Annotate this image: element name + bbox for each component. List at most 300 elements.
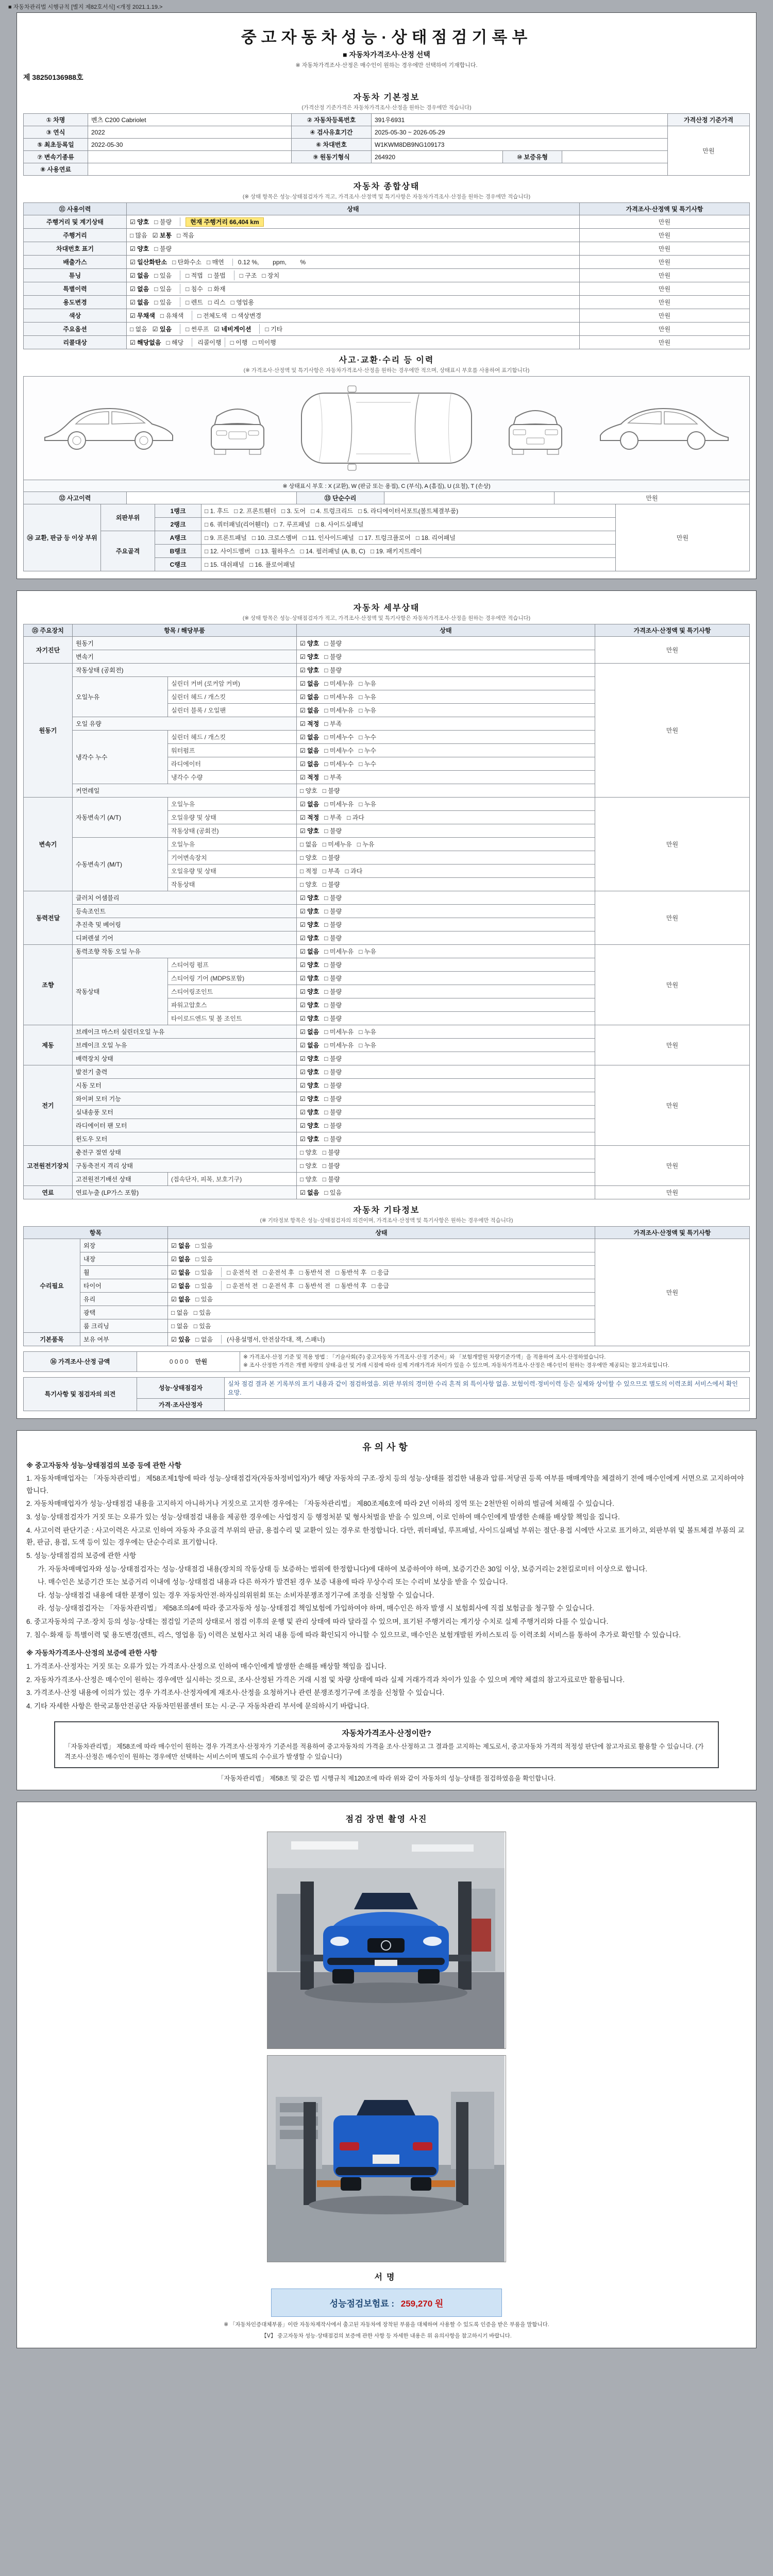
simple-repair-label: ⑬ 단순수리 [297, 492, 384, 504]
price-cell: 만원 [616, 504, 750, 571]
accident-price-cell: 만원 [554, 492, 750, 504]
item-label: 브레이크 오일 누유 [73, 1039, 297, 1052]
checkbox-checked[interactable]: ☑ 있음 [171, 1336, 191, 1343]
checkbox-checked[interactable]: ☑ 양호 [130, 245, 149, 252]
checkbox-unchecked[interactable]: □ 적음 [177, 232, 194, 239]
checkbox-checked[interactable]: ☑ 양호 [300, 1082, 320, 1089]
other-item-label: 휠 [80, 1266, 168, 1279]
checkbox-unchecked[interactable]: □ 동반석 후 [335, 1269, 367, 1276]
checkbox-unchecked[interactable]: □ 있음 [193, 1309, 211, 1316]
checkbox-unchecked[interactable]: □ 18. 리어패널 [415, 534, 456, 541]
checkbox-unchecked[interactable]: □ 운전석 후 [263, 1282, 294, 1290]
checkbox-checked[interactable]: ☑ 양호 [300, 961, 320, 969]
checkbox-checked[interactable]: ☑ 양호 [300, 1122, 320, 1129]
price-cell: 만원 [595, 1146, 750, 1186]
panel-zone-label: 외판부위 [101, 504, 155, 531]
checkbox-unchecked[interactable]: □ 미세누유 [324, 693, 354, 701]
checkbox-checked[interactable]: ☑ 적정 [300, 774, 320, 781]
checkbox-checked[interactable]: ☑ 없음 [300, 1028, 320, 1036]
part-label: 실린더 헤드 / 개스킷 [168, 690, 297, 704]
checkbox-unchecked[interactable]: □ 불량 [154, 245, 172, 252]
checkbox-unchecked[interactable]: □ 미세누수 [324, 760, 354, 768]
section-detail-note: (※ 상태 항목은 성능·상태점검자가 적고, 가격조사·산정액 및 특기사항은 자동차가격조사·산정을 원하는 경우에만 적습니다) [242, 615, 531, 621]
checkbox-unchecked[interactable]: □ 있음 [195, 1282, 213, 1290]
price-cell: 만원 [595, 798, 750, 891]
checkbox-unchecked[interactable]: □ 6. 쿼터패널(리어휀더) [205, 521, 269, 528]
checkbox-unchecked[interactable]: □ 2. 프론트휀더 [234, 507, 276, 515]
comprehensive-col-state: 상태 [127, 203, 580, 215]
checkbox-unchecked[interactable]: □ 누유 [359, 801, 377, 808]
state-cell [297, 918, 595, 931]
state-cell [297, 945, 595, 958]
checkbox-unchecked[interactable]: □ 양호 [300, 854, 317, 861]
checkbox-unchecked[interactable]: □ 있음 [154, 285, 172, 293]
checkbox-unchecked[interactable]: □ 불량 [324, 827, 342, 835]
checkbox-unchecked[interactable]: □ 양호 [300, 1149, 317, 1156]
checkbox-checked[interactable]: ☑ 없음 [171, 1269, 191, 1276]
damage-code-legend: ※ 상태표시 부호 : X (교환), W (판금 또는 용접), C (부식), A (흠집), U (요철), T (손상) [23, 480, 750, 492]
checkbox-checked[interactable]: ☑ 없음 [130, 272, 149, 279]
checkbox-unchecked[interactable]: □ 불량 [324, 908, 342, 915]
checkbox-unchecked[interactable]: □ 불량 [324, 935, 342, 942]
checkbox-unchecked[interactable]: □ 운전석 전 [227, 1269, 258, 1276]
checkbox-unchecked[interactable]: □ 불량 [324, 894, 342, 902]
state-cell [297, 1052, 595, 1065]
checkbox-checked[interactable]: ☑ 양호 [130, 218, 149, 226]
checkbox-unchecked[interactable]: □ 동반석 전 [299, 1269, 330, 1276]
state-cell [297, 1039, 595, 1052]
checkbox-unchecked[interactable]: □ 불량 [324, 1136, 342, 1143]
state-segment [234, 270, 285, 280]
state-cell [297, 1065, 595, 1079]
checkbox-checked[interactable]: ☑ 양호 [300, 667, 320, 674]
warranty-options [562, 151, 668, 163]
item-label: 오일 유량 [73, 717, 297, 731]
price-survey-definition-box [54, 1721, 719, 1768]
price-cell: 만원 [580, 323, 750, 336]
state-cell [297, 1146, 595, 1159]
checkbox-checked[interactable]: ☑ 양호 [300, 653, 320, 660]
checkbox-unchecked[interactable]: □ 불량 [324, 1002, 342, 1009]
checkbox-unchecked[interactable]: □ 있음 [195, 1269, 213, 1276]
checkbox-unchecked[interactable]: □ 미세누수 [324, 734, 354, 741]
notice-line: 3. 성능·상태점검자가 거짓 또는 오류가 있는 성능·상태점검 내용을 제공한 경우에는 사업정지 등 행정처분 및 형사처벌을 받을 수 있으며, 이로 인하여 매수인에게 발생한 손해를 배상할 책임을 집니다. [26, 1513, 620, 1521]
item-label: 커먼레일 [73, 784, 297, 798]
comprehensive-row [24, 229, 750, 242]
checkbox-checked[interactable]: ☑ 네비게이션 [214, 326, 251, 333]
checkbox-checked[interactable]: ☑ 없음 [300, 734, 320, 741]
checkbox-unchecked[interactable]: □ 양호 [300, 1176, 317, 1183]
detail-row [24, 1025, 750, 1039]
state-cell [297, 704, 595, 717]
row-label: 용도변경 [24, 296, 127, 309]
fee-unit: 만원 [195, 1358, 208, 1366]
checkbox-unchecked[interactable]: □ 유채색 [160, 312, 184, 319]
checkbox-unchecked[interactable]: □ 있음 [195, 1296, 213, 1303]
checkbox-unchecked[interactable]: □ 누유 [357, 841, 375, 848]
insurance-fee-label: 성능점검보험료 : [329, 2299, 394, 2309]
checkbox-unchecked[interactable]: □ 미세누유 [322, 841, 352, 848]
checkbox-checked[interactable]: ☑ 양호 [300, 1002, 320, 1009]
checkbox-checked[interactable]: ☑ 양호 [300, 1069, 320, 1076]
checkbox-checked[interactable]: ☑ 없음 [171, 1242, 191, 1249]
part-label: 오일누유 [168, 838, 297, 851]
checkbox-unchecked[interactable]: □ 영업용 [230, 299, 254, 306]
checkbox-unchecked[interactable]: □ 색상변경 [232, 312, 262, 319]
other-col-state: 상태 [168, 1227, 595, 1239]
transmission-label: ⑦ 변속기종류 [24, 151, 88, 163]
checkbox-unchecked[interactable]: □ 7. 루프패널 [274, 521, 310, 528]
checkbox-unchecked[interactable]: □ 누유 [359, 948, 377, 955]
checkbox-checked[interactable]: ☑ 없음 [171, 1256, 191, 1263]
checkbox-unchecked[interactable]: □ 1. 후드 [205, 507, 229, 515]
first-reg-label: ⑤ 최초등록일 [24, 139, 88, 151]
checkbox-unchecked[interactable]: □ 불법 [208, 272, 226, 279]
detail-table [23, 624, 750, 1199]
checkbox-checked[interactable]: ☑ 양호 [300, 1136, 320, 1143]
checkbox-unchecked[interactable]: □ 미세누유 [324, 948, 354, 955]
checkbox-unchecked[interactable]: □ 화재 [208, 285, 226, 293]
checkbox-unchecked[interactable]: □ 5. 라디에이터서포트(볼트체결부품) [358, 507, 459, 515]
notice-line: 1. 가격조사·산정자는 거짓 또는 오류가 있는 가격조사·산정으로 인하여 매수인에게 발생한 손해를 배상할 책임을 집니다. [26, 1662, 386, 1670]
row-label: 차대번호 표기 [24, 242, 127, 256]
checkbox-unchecked[interactable]: □ 불량 [324, 667, 342, 674]
row-label: 주행거리 및 계기상태 [24, 215, 127, 229]
comprehensive-row [24, 269, 750, 282]
checkbox-unchecked[interactable]: □ 리스 [208, 299, 226, 306]
checkbox-checked[interactable]: ☑ 양호 [300, 975, 320, 982]
checkbox-unchecked[interactable]: □ 구조 [239, 272, 257, 279]
checkbox-unchecked[interactable]: □ 있음 [154, 299, 172, 306]
panel-detail [16, 590, 757, 1419]
checkbox-unchecked[interactable]: □ 양호 [300, 1162, 317, 1170]
checkbox-unchecked[interactable]: □ 미이행 [253, 339, 276, 346]
fuel-options [88, 163, 668, 176]
checkbox-unchecked[interactable]: □ 장치 [262, 272, 280, 279]
checkbox-unchecked[interactable]: □ 있음 [324, 1189, 342, 1196]
checkbox-checked[interactable]: ☑ 적정 [300, 720, 320, 727]
checkbox-unchecked[interactable]: □ 많음 [130, 232, 147, 239]
inspection-photo-rear [267, 2055, 506, 2262]
checkbox-unchecked[interactable]: □ 과다 [345, 868, 363, 875]
checkbox-checked[interactable]: ☑ 보통 [152, 232, 172, 239]
detail-row [24, 1186, 750, 1199]
checkbox-checked[interactable]: ☑ 없음 [171, 1282, 191, 1290]
checkbox-unchecked[interactable]: □ 불량 [324, 1109, 342, 1116]
notice-line: 7. 침수·화재 등 특별이력 및 용도변경(렌트, 리스, 영업용 등) 이력은 보험사고 처리 내용 등에 따라 확인되지 아니할 수 있으므로, 매수인은 보험개발원 카히스토리 등 이력조회 서비스를 통하여 추가로 확인할 수 있습니다. [26, 1631, 681, 1639]
remarks-title: 특기사항 및 점검자의 의견 [24, 1377, 137, 1411]
vin-label: ⑥ 차대번호 [292, 139, 372, 151]
checkbox-unchecked[interactable]: □ 불량 [324, 1055, 342, 1062]
notices-title: 유의사항 [362, 1442, 411, 1452]
row-label: 특별이력 [24, 282, 127, 296]
checkbox-checked[interactable]: ☑ 양호 [300, 988, 320, 995]
state-cell [297, 811, 595, 824]
state-segment [259, 324, 288, 334]
comprehensive-row [24, 282, 750, 296]
item-label: 추진축 및 베어링 [73, 918, 297, 931]
checkbox-unchecked[interactable]: □ 있음 [193, 1323, 211, 1330]
checkbox-unchecked[interactable]: □ 불량 [324, 921, 342, 928]
part-label: 스티어링 펌프 [168, 958, 297, 972]
checkbox-unchecked[interactable]: □ 3. 도어 [281, 507, 306, 515]
checkbox-unchecked[interactable]: □ 있음 [154, 272, 172, 279]
checkbox-checked[interactable]: ☑ 없음 [300, 693, 320, 701]
checkbox-unchecked[interactable]: □ 렌트 [186, 299, 203, 306]
checkbox-unchecked[interactable]: □ 응급 [372, 1282, 390, 1290]
state-segment [130, 217, 177, 227]
detail-col-price: 가격조사·산정액 및 특기사항 [595, 624, 750, 637]
state-cell [297, 1092, 595, 1106]
state-cell [297, 757, 595, 771]
state-cell [297, 985, 595, 998]
checkbox-checked[interactable]: ☑ 양호 [300, 908, 320, 915]
checkbox-checked[interactable]: ☑ 양호 [300, 935, 320, 942]
state-cell [297, 731, 595, 744]
checkbox-checked[interactable]: ☑ 일산화탄소 [130, 259, 167, 266]
checkbox-unchecked[interactable]: □ 불량 [324, 1082, 342, 1089]
checkbox-unchecked[interactable]: □ 미세누유 [324, 680, 354, 687]
notice-line: 2. 자동차가격조사·산정은 매수인이 원하는 경우에만 실시하는 것으로, 조사·산정된 가격은 거래 시점 및 차량 상태에 따라 실제 거래가격과 차이가 있을 수 있으며 계약 체결의 참고자료로만 활용됩니다. [26, 1675, 625, 1684]
checkbox-checked[interactable]: ☑ 없음 [300, 948, 320, 955]
checkbox-unchecked[interactable]: □ 불량 [322, 1176, 340, 1183]
state-cell [297, 650, 595, 664]
checkbox-checked[interactable]: ☑ 양호 [300, 827, 320, 835]
checkbox-unchecked[interactable]: □ 전체도색 [197, 312, 227, 319]
checkbox-unchecked[interactable]: □ 부족 [324, 814, 342, 821]
checkbox-unchecked[interactable]: □ 19. 패키지트레이 [370, 548, 422, 555]
checkbox-checked[interactable]: ☑ 양호 [300, 1015, 320, 1022]
item-label: 브레이크 마스터 실린더오일 누유 [73, 1025, 297, 1039]
state-segment [180, 217, 264, 226]
checkbox-checked[interactable]: ☑ 없음 [130, 285, 149, 293]
checkbox-unchecked[interactable]: □ 불량 [324, 653, 342, 660]
part-label: 오일누유 [168, 798, 297, 811]
checkbox-checked[interactable]: ☑ 양호 [300, 1095, 320, 1103]
checkbox-checked[interactable]: ☑ 무채색 [130, 312, 155, 319]
checkbox-unchecked[interactable]: □ 있음 [195, 1242, 213, 1249]
price-cell: 만원 [580, 336, 750, 349]
document-number: 제 38250136988호 [23, 73, 83, 81]
checkbox-unchecked[interactable]: □ 부족 [322, 868, 340, 875]
checkbox-unchecked[interactable]: □ 16. 플로어패널 [249, 561, 295, 568]
checkbox-checked[interactable]: ☑ 없음 [300, 680, 320, 687]
other-state-cell [168, 1279, 595, 1293]
checkbox-checked[interactable]: ☑ 없음 [300, 1189, 320, 1196]
checkbox-unchecked[interactable]: □ 4. 트렁크리드 [311, 507, 353, 515]
subtitle-note: ※ 자동차가격조사·산정은 매수인이 원하는 경우에만 선택하여 기재합니다. [295, 62, 478, 69]
checkbox-unchecked[interactable]: □ 기타 [265, 326, 283, 333]
checkbox-unchecked[interactable]: □ 썬루프 [186, 326, 209, 333]
row-state [127, 323, 580, 336]
state-cell [297, 784, 595, 798]
checkbox-unchecked[interactable]: □ 동반석 전 [299, 1282, 330, 1290]
checkbox-checked[interactable]: ☑ 양호 [300, 894, 320, 902]
checkbox-checked[interactable]: ☑ 없음 [130, 299, 149, 306]
checkbox-checked[interactable]: ☑ 없음 [300, 707, 320, 714]
item-label: 시동 모터 [73, 1079, 297, 1092]
checkbox-unchecked[interactable]: □ 불량 [322, 1162, 340, 1170]
checkbox-unchecked[interactable]: □ 불량 [324, 988, 342, 995]
checkbox-unchecked[interactable]: □ 불량 [324, 640, 342, 647]
other-item-label: 타이어 [80, 1279, 168, 1293]
checkbox-checked[interactable]: ☑ 적정 [300, 814, 320, 821]
checkbox-unchecked[interactable]: □ 누유 [359, 707, 377, 714]
checkbox-unchecked[interactable]: □ 불량 [322, 854, 340, 861]
checkbox-unchecked[interactable]: □ 불량 [324, 975, 342, 982]
checkbox-unchecked[interactable]: □ 적법 [186, 272, 203, 279]
state-cell [297, 851, 595, 865]
state-segment [225, 337, 281, 347]
checkbox-unchecked[interactable]: □ 미세누유 [324, 1028, 354, 1036]
checkbox-unchecked[interactable]: □ 양호 [300, 881, 317, 888]
checkbox-unchecked[interactable]: □ 불량 [324, 961, 342, 969]
checkbox-unchecked[interactable]: □ 부족 [324, 774, 342, 781]
state-cell [297, 878, 595, 891]
checkbox-unchecked[interactable]: □ 이행 [230, 339, 248, 346]
item-label: 작동상태 [73, 958, 168, 1025]
checkbox-checked[interactable]: ☑ 있음 [152, 326, 172, 333]
state-text: 리콜이행 [197, 339, 222, 346]
other-item-label: 룸 크리닝 [80, 1319, 168, 1333]
state-cell [297, 717, 595, 731]
vin-value: W1KWM8DB9NG109173 [372, 139, 668, 151]
panel-zone-label: 주요골격 [101, 531, 155, 571]
checkbox-unchecked[interactable]: □ 불량 [322, 787, 340, 794]
item-label: 클러치 어셈블리 [73, 891, 297, 905]
state-segment [171, 1308, 216, 1317]
checkbox-unchecked[interactable]: □ 미세누수 [324, 747, 354, 754]
row-label: 튜닝 [24, 269, 127, 282]
checkbox-unchecked[interactable]: □ 적정 [300, 868, 317, 875]
checkbox-checked[interactable]: ☑ 양호 [300, 640, 320, 647]
checkbox-unchecked[interactable]: □ 불량 [324, 1069, 342, 1076]
checkbox-unchecked[interactable]: □ 해당 [166, 339, 184, 346]
checkbox-unchecked[interactable]: □ 침수 [186, 285, 203, 293]
checkbox-unchecked[interactable]: □ 12. 사이드멤버 [205, 548, 250, 555]
checkbox-checked[interactable]: ☑ 양호 [300, 1109, 320, 1116]
state-cell [297, 1106, 595, 1119]
state-cell [297, 798, 595, 811]
checkbox-unchecked[interactable]: □ 9. 프론트패널 [205, 534, 247, 541]
checkbox-unchecked[interactable]: □ 응급 [372, 1269, 390, 1276]
checkbox-checked[interactable]: ☑ 없음 [300, 1042, 320, 1049]
checkbox-unchecked[interactable]: □ 10. 크로스멤버 [251, 534, 298, 541]
detail-row [24, 1146, 750, 1159]
state-cell [297, 905, 595, 918]
state-cell [297, 771, 595, 784]
checkbox-unchecked[interactable]: □ 미세누유 [324, 801, 354, 808]
row-label: 주행거리 [24, 229, 127, 242]
checkbox-unchecked[interactable]: □ 미세누유 [324, 1042, 354, 1049]
checkbox-checked[interactable]: ☑ 양호 [300, 921, 320, 928]
item-label: 충전구 절연 상태 [73, 1146, 297, 1159]
price-cell: 만원 [595, 664, 750, 798]
fee-digits: 0 0 0 0 [169, 1358, 189, 1366]
checkbox-unchecked[interactable]: □ 없음 [195, 1336, 213, 1343]
checkbox-unchecked[interactable]: □ 운전석 전 [227, 1282, 258, 1290]
checkbox-unchecked[interactable]: □ 누수 [359, 760, 377, 768]
checkbox-unchecked[interactable]: □ 누유 [359, 1042, 377, 1049]
other-state-cell [168, 1293, 595, 1306]
checkbox-unchecked[interactable]: □ 양호 [300, 787, 317, 794]
checkbox-unchecked[interactable]: □ 누유 [359, 693, 377, 701]
other-state-cell [168, 1319, 595, 1333]
state-segment [130, 230, 199, 240]
checkbox-unchecked[interactable]: □ 불량 [154, 218, 172, 226]
item-label: 원동기 [73, 637, 297, 650]
price-cell: 만원 [580, 269, 750, 282]
row-state [127, 242, 580, 256]
checkbox-unchecked[interactable]: □ 14. 필러패널 (A, B, C) [300, 548, 365, 555]
checkbox-unchecked[interactable]: □ 불량 [324, 1122, 342, 1129]
checkbox-unchecked[interactable]: □ 없음 [171, 1323, 189, 1330]
confirmation-statement: 「자동차관리법」 제58조 및 같은 법 시행규칙 제120조에 따라 위와 같이 자동차의 성능·상태를 점검하였음을 확인합니다. [217, 1775, 556, 1783]
checkbox-unchecked[interactable]: □ 11. 인사이드패널 [303, 534, 354, 541]
checkbox-unchecked[interactable]: □ 17. 트렁크플로어 [359, 534, 411, 541]
other-group-label: 수리필요 [24, 1239, 80, 1333]
comprehensive-row [24, 215, 750, 229]
checkbox-unchecked[interactable]: □ 불량 [322, 1149, 340, 1156]
item-label: 자동변속기 (A/T) [73, 798, 168, 838]
checkbox-unchecked[interactable]: □ 없음 [130, 326, 147, 333]
item-label: 수동변속기 (M/T) [73, 838, 168, 891]
checkbox-unchecked[interactable]: □ 누유 [359, 680, 377, 687]
signature-label[interactable]: 서명 [374, 2273, 399, 2282]
basic-info-table [23, 113, 750, 176]
item-label: 윈도우 모터 [73, 1132, 297, 1146]
section-basic-title: 자동차 기본정보 [353, 93, 420, 102]
checkbox-checked[interactable]: ☑ 없음 [300, 760, 320, 768]
checkbox-unchecked[interactable]: □ 15. 대쉬패널 [205, 561, 244, 568]
checkbox-unchecked[interactable]: □ 8. 사이드실패널 [315, 521, 364, 528]
comprehensive-row [24, 242, 750, 256]
notice-line: 5. 성능·상태점검의 보증에 관한 사항 [26, 1551, 137, 1560]
checkbox-unchecked[interactable]: □ 운전석 후 [263, 1269, 294, 1276]
state-segment [221, 1267, 394, 1277]
checkbox-unchecked[interactable]: □ 불량 [324, 1095, 342, 1103]
checkbox-unchecked[interactable]: □ 누수 [359, 747, 377, 754]
checkbox-unchecked[interactable]: □ 13. 휠하우스 [255, 548, 295, 555]
checkbox-unchecked[interactable]: □ 미세누유 [324, 707, 354, 714]
checkbox-unchecked[interactable]: □ 없음 [171, 1309, 189, 1316]
checkbox-unchecked[interactable]: □ 동반석 후 [335, 1282, 367, 1290]
checkbox-checked[interactable]: ☑ 양호 [300, 1055, 320, 1062]
detail-row [24, 664, 750, 677]
checkbox-unchecked[interactable]: □ 누수 [359, 734, 377, 741]
state-cell [297, 664, 595, 677]
checkbox-unchecked[interactable]: □ 불량 [324, 1015, 342, 1022]
checkbox-unchecked[interactable]: □ 불량 [322, 881, 340, 888]
checkbox-unchecked[interactable]: □ 없음 [300, 841, 317, 848]
price-survey-select-checkbox[interactable]: ■ 자동차가격조사·산정 선택 [343, 50, 430, 59]
checkbox-unchecked[interactable]: □ 탄화수소 [172, 259, 202, 266]
checkbox-unchecked[interactable]: □ 과다 [347, 814, 364, 821]
part-label: 실린더 커버 (로커암 커버) [168, 677, 297, 690]
section-detail-title: 자동차 세부상태 [353, 604, 420, 613]
checkbox-unchecked[interactable]: □ 부족 [324, 720, 342, 727]
checkbox-checked[interactable]: ☑ 없음 [171, 1296, 191, 1303]
detail-col-state: 상태 [297, 624, 595, 637]
checkbox-unchecked[interactable]: □ 누유 [359, 1028, 377, 1036]
checkbox-unchecked[interactable]: □ 매연 [207, 259, 224, 266]
checkbox-checked[interactable]: ☑ 해당없음 [130, 339, 161, 346]
state-text: (사용설명서, 안전삼각대, 잭, 스패너) [227, 1336, 325, 1343]
checkbox-unchecked[interactable]: □ 있음 [195, 1256, 213, 1263]
checkbox-checked[interactable]: ☑ 없음 [300, 801, 320, 808]
other-item-label: 보유 여부 [80, 1333, 168, 1346]
checkbox-checked[interactable]: ☑ 없음 [300, 747, 320, 754]
